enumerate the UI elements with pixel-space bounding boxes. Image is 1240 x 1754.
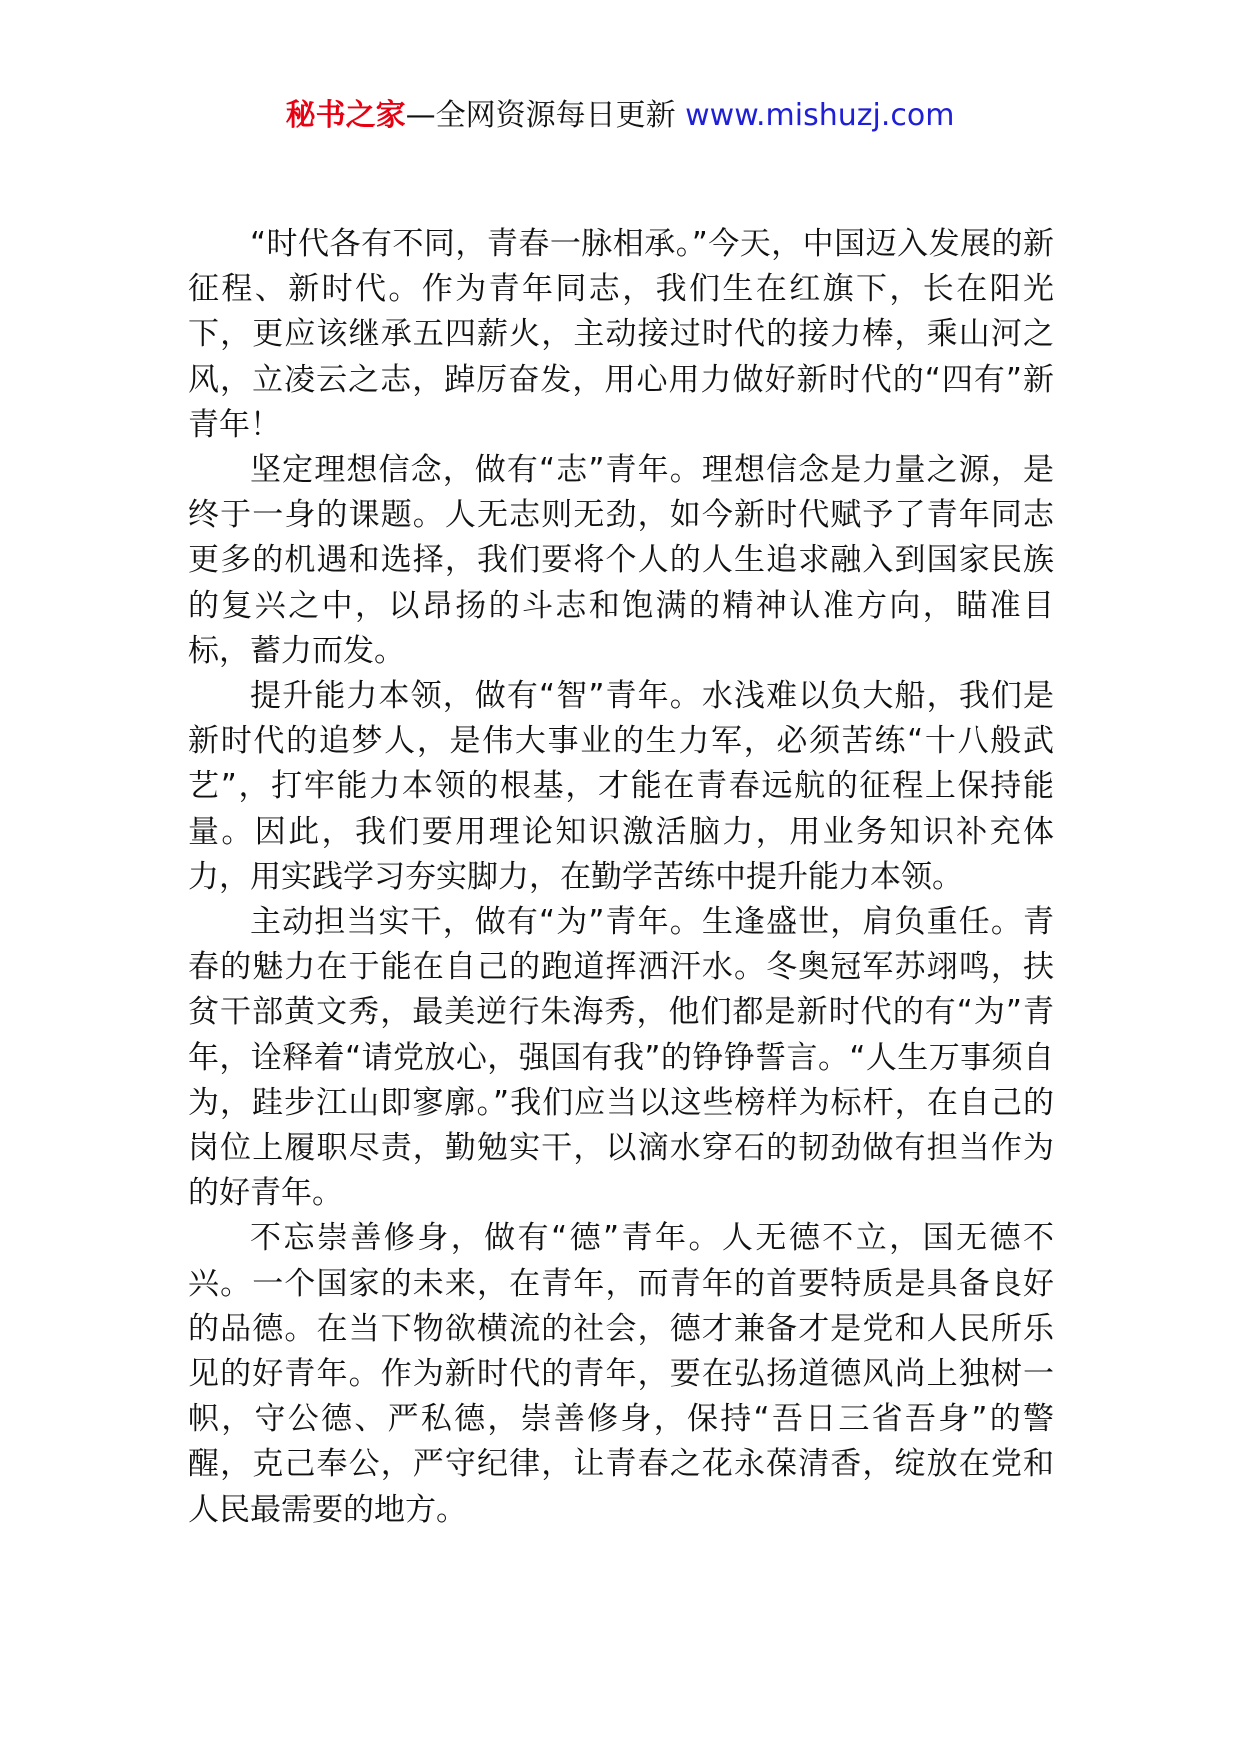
brand-name: 秘书之家 <box>285 98 406 133</box>
paragraph-intro: “时代各有不同，青春一脉相承。”今天，中国迈入发展的新征程、新时代。作为青年同志，我们生在红旗下，长在阳光下，更应该继承五四薪火，主动接过时代的接力棒，乘山河之风，立凌云之志，踔厉奋发，用心用力做好新时代的“四有”新青年！ <box>188 226 1054 443</box>
header-tagline: —全网资源每日更新 <box>405 98 686 133</box>
paragraph-ability: 提升能力本领，做有“智”青年。水浅难以负大船，我们是新时代的追梦人，是伟大事业的生力军，必须苦练“十八般武艺”，打牢能力本领的根基，才能在青春远航的征程上保持能量。因此，我们要用理论知识激活脑力，用业务知识补充体力，用实践学习夯实脚力，在勤学苦练中提升能力本领。 <box>188 678 1054 895</box>
site-url-link[interactable]: www.mishuzj.com <box>685 98 955 133</box>
page-header <box>0 96 1240 136</box>
paragraph-ideals: 坚定理想信念，做有“志”青年。理想信念是力量之源，是终于一身的课题。人无志则无劲，如今新时代赋予了青年同志更多的机遇和选择，我们要将个人的人生追求融入到国家民族的复兴之中，以昂扬的斗志和饱满的精神认准方向，瞄准目标，蓄力而发。 <box>188 452 1054 669</box>
article-body <box>188 222 1054 1533</box>
paragraph-virtue: 不忘崇善修身，做有“德”青年。人无德不立，国无德不兴。一个国家的未来，在青年，而青年的首要特质是具备良好的品德。在当下物欲横流的社会，德才兼备才是党和人民所乐见的好青年。作为新时代的青年，要在弘扬道德风尚上独树一帜，守公德、严私德，崇善修身，保持“吾日三省吾身”的警醒，克己奉公，严守纪律，让青春之花永葆清香，绽放在党和人民最需要的地方。 <box>188 1220 1054 1528</box>
paragraph-action: 主动担当实干，做有“为”青年。生逢盛世，肩负重任。青春的魅力在于能在自己的跑道挥洒汗水。冬奥冠军苏翊鸣，扶贫干部黄文秀，最美逆行朱海秀，他们都是新时代的有“为”青年，诠释着“请党放心，强国有我”的铮铮誓言。“人生万事须自为，跬步江山即寥廓。”我们应当以这些榜样为标杆，在自己的岗位上履职尽责，勤勉实干，以滴水穿石的韧劲做有担当作为的好青年。 <box>188 904 1054 1212</box>
